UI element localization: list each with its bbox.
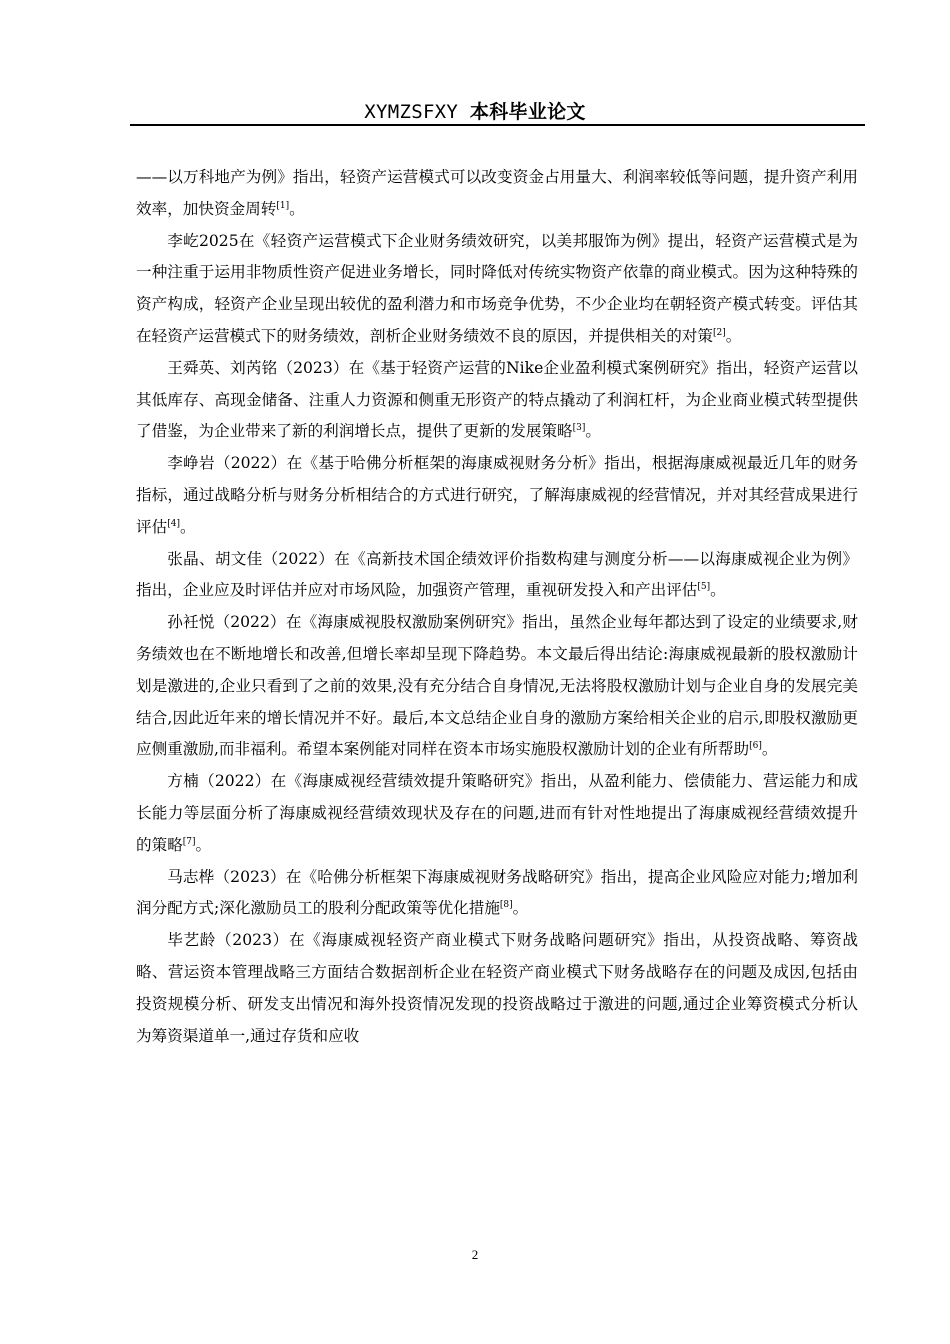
- body-text: [136, 162, 858, 1052]
- citation-mark: [5]: [697, 582, 711, 593]
- paragraph: [136, 162, 858, 226]
- header-latin: XYMZSFXY: [364, 101, 459, 123]
- paragraph-text: 王舜英、刘芮铭（2023）在《基于轻资产运营的Nike企业盈利模式案例研究》指出，轻资产运营以其低库存、高现金储备、注重人力资源和侧重无形资产的特点撬动了利润杠杆，为企业商业模式转型提供了借鉴，为企业带来了新的利润增长点，提供了更新的发展策略: [136, 358, 858, 441]
- running-header: [0, 97, 950, 124]
- paragraph-end: 。: [195, 835, 212, 854]
- paragraph-text: 方楠（2022）在《海康威视经营绩效提升策略研究》指出，从盈利能力、偿债能力、营运能力和成长能力等层面分析了海康威视经营绩效现状及存在的问题,进而有针对性地提出了海康威视经营绩效提升的策略: [136, 772, 858, 854]
- citation-mark: [7]: [182, 836, 196, 847]
- paragraph-end: 。: [710, 581, 726, 600]
- header-cjk: 本科毕业论文: [469, 101, 586, 123]
- paragraph-end: 。: [725, 326, 742, 345]
- paragraph-text: 孙衽悦（2022）在《海康威视股权激励案例研究》指出，虽然企业每年都达到了设定的业绩要求,财务绩效也在不断地增长和改善,但增长率却呈现下降趋势。本文最后得出结论:海康威视最新的股权激励计划是激进的,企业只看到了之前的效果,没有充分结合自身情况,无法将股权激励计划与企业自身的发展完美结合,因此近年来的增长情况并不好。最后,本文总结企业自身的激励方案给相关企业的启示,即股权激励更应侧重激励,而非福利。希望本案例能对同样在资本市场实施股权激励计划的企业有所帮助: [136, 613, 858, 759]
- paragraph: [136, 226, 858, 353]
- paragraph: [136, 607, 858, 766]
- citation-mark: [3]: [572, 423, 586, 434]
- paragraph-text: ——以万科地产为例》指出，轻资产运营模式可以改变资金占用量大、利润率较低等问题，提升资产利用效率，加快资金周转: [136, 168, 858, 218]
- paragraph-end: 。: [761, 740, 778, 759]
- paragraph: [136, 353, 858, 448]
- paragraph-end: 。: [289, 199, 305, 218]
- citation-mark: [8]: [499, 900, 513, 911]
- citation-mark: [1]: [276, 200, 290, 211]
- header-rule: [130, 124, 865, 126]
- paragraph: [136, 544, 858, 608]
- citation-mark: [4]: [167, 518, 180, 529]
- paragraph-end: 。: [512, 899, 529, 918]
- page-number: 2: [471, 1247, 479, 1262]
- paragraph-text: 马志桦（2023）在《哈佛分析框架下海康威视财务战略研究》指出，提高企业风险应对能力;增加利润分配方式;深化激励员工的股利分配政策等优化措施: [136, 867, 858, 918]
- paragraph: [136, 862, 858, 926]
- citation-mark: [6]: [749, 741, 762, 752]
- paragraph-text: 李屹2025在《轻资产运营模式下企业财务绩效研究，以美邦服饰为例》提出，轻资产运营模式是为一种注重于运用非物质性资产促进业务增长，同时降低对传统实物资产依靠的商业模式。因为这种特殊的资产构成，轻资产企业呈现出较优的盈利潜力和市场竞争优势，不少企业均在朝轻资产模式转变。评估其在轻资产运营模式下的财务绩效，剖析企业财务绩效不良的原因，并提供相关的对策: [136, 231, 858, 345]
- paragraph-text: 李峥岩（2022）在《基于哈佛分析框架的海康威视财务分析》指出，根据海康威视最近几年的财务指标，通过战略分析与财务分析相结合的方式进行研究，了解海康威视的经营情况，并对其经营成果进行评估: [136, 454, 858, 536]
- citation-mark: [2]: [712, 327, 726, 338]
- paragraph: [136, 766, 858, 861]
- paragraph-text: 毕艺龄（2023）在《海康威视轻资产商业模式下财务战略问题研究》指出，从投资战略、筹资战略、营运资本管理战略三方面结合数据剖析企业在轻资产商业模式下财务战略存在的问题及成因,包括由投资规模分析、研发支出情况和海外投资情况发现的投资战略过于激进的问题,通过企业筹资模式分析认为筹资渠道单一,通过存货和应收: [136, 931, 858, 1045]
- paragraph: [136, 925, 858, 1052]
- paragraph-end: 。: [585, 422, 601, 441]
- paragraph-end: 。: [179, 517, 196, 536]
- paragraph: [136, 448, 858, 543]
- paragraph-text: 张晶、胡文佳（2022）在《高新技术国企绩效评价指数构建与测度分析——以海康威视企业为例》指出，企业应及时评估并应对市场风险，加强资产管理，重视研发投入和产出评估: [136, 549, 858, 600]
